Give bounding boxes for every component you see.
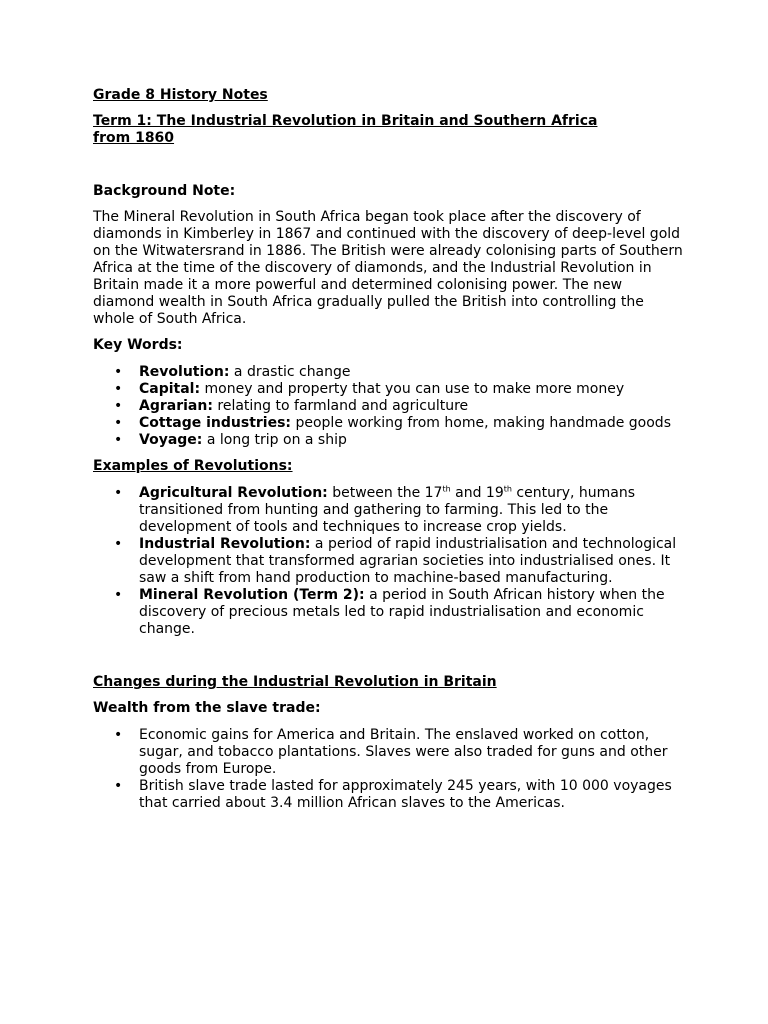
document-heading: Grade 8 History Notes — [93, 87, 268, 103]
list-item — [93, 364, 683, 381]
example-text: century, humans transitioned from hunting and gathering to farming. This led to the development of tools and techniques to increase crop yields. — [139, 485, 636, 535]
key-word-term: Voyage: — [139, 432, 203, 448]
examples-heading: Examples of Revolutions: — [93, 458, 293, 474]
list-item — [93, 727, 683, 778]
bullet: • — [114, 381, 123, 397]
key-word-definition: a long trip on a ship — [202, 432, 347, 448]
key-word-definition: money and property that you can use to make more money — [200, 381, 625, 397]
bullet: • — [114, 432, 123, 448]
list-item-text: Economic gains for America and Britain. The enslaved worked on cotton, sugar, and tobacco plantations. Slaves were also traded for guns and other goods from Europe. — [139, 727, 668, 777]
document-content — [93, 87, 683, 812]
superscript: th — [503, 484, 512, 494]
bullet: • — [114, 778, 123, 794]
list-item — [93, 587, 683, 638]
key-word-term: Revolution: — [139, 364, 230, 380]
examples-list — [93, 485, 683, 638]
bullet: • — [114, 485, 123, 501]
example-term: Agricultural Revolution: — [139, 485, 328, 501]
example-text: a period of rapid industrialisation and technological development that transformed agrarian societies into industrialised ones. It saw a shift from hand production to machine-based manufacturing. — [139, 536, 677, 586]
example-text: and 19 — [450, 485, 504, 501]
list-item — [93, 778, 683, 812]
background-text: The Mineral Revolution in South Africa began took place after the discovery of diamonds in Kimberley in 1867 and continued with the discovery of deep-level gold on the Witwatersrand in 1886. The British were already colonising parts of Southern Africa at the time of the discovery of diamonds, and the Industrial Revolution in Britain made it a more powerful and determined colonising power. The new diamond wealth in South Africa gradually pulled the British into controlling the whole of South Africa. — [93, 209, 683, 327]
bullet: • — [114, 364, 123, 380]
key-word-definition: a drastic change — [229, 364, 351, 380]
changes-heading: Changes during the Industrial Revolution in Britain — [93, 674, 497, 690]
list-item — [93, 432, 683, 449]
key-word-definition: people working from home, making handmade goods — [291, 415, 671, 431]
example-term: Mineral Revolution (Term 2): — [139, 587, 365, 603]
list-item-text: British slave trade lasted for approximately 245 years, with 10 000 voyages that carried about 3.4 million African slaves to the Americas. — [139, 778, 672, 811]
key-words-heading: Key Words: — [93, 337, 183, 353]
term-title-line1: Term 1: The Industrial Revolution in Britain and Southern Africa — [93, 113, 598, 129]
list-item — [93, 536, 683, 587]
list-item — [93, 381, 683, 398]
key-word-term: Cottage industries: — [139, 415, 292, 431]
key-word-term: Agrarian: — [139, 398, 213, 414]
example-text: a period in South African history when the discovery of precious metals led to rapid industrialisation and economic change. — [139, 587, 665, 637]
list-item — [93, 415, 683, 432]
bullet: • — [114, 415, 123, 431]
bullet: • — [114, 398, 123, 414]
example-term: Industrial Revolution: — [139, 536, 311, 552]
background-heading: Background Note: — [93, 183, 236, 199]
superscript: th — [442, 484, 451, 494]
changes-list — [93, 727, 683, 812]
term-title — [93, 113, 683, 147]
list-item — [93, 398, 683, 415]
term-title-line2: from 1860 — [93, 130, 175, 146]
bullet: • — [114, 727, 123, 743]
example-text: between the 17 — [327, 485, 443, 501]
bullet: • — [114, 536, 123, 552]
key-word-definition: relating to farmland and agriculture — [212, 398, 469, 414]
list-item — [93, 485, 683, 536]
key-words-list — [93, 364, 683, 449]
bullet: • — [114, 587, 123, 603]
changes-subheading: Wealth from the slave trade: — [93, 700, 321, 716]
key-word-term: Capital: — [139, 381, 201, 397]
